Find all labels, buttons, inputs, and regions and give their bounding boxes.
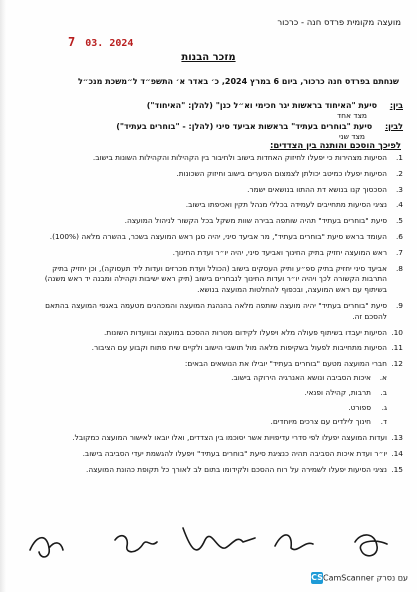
clause-number: 11. <box>391 343 403 353</box>
camscanner-icon: CS <box>311 573 323 582</box>
document-preamble: שנחתם בפרדס חנה כרכור, ביום 6 במרץ 2024, כ׳ באדר א׳ התשפ״ד ל״משכת מנכ״ל <box>77 77 399 86</box>
sub-clause-item <box>36 373 387 384</box>
camscanner-label: CamScanner עם נסרק <box>323 573 409 583</box>
clause-text: ראש המועצה יחזיק בתיק החינוך ואביעד סיני, יהיה יו״ר ועדת החינוך. <box>172 247 387 257</box>
clause-text: חברי המועצה מטעם "בוחרים בעתיד" יובילו את הנושאים הבאים: <box>184 359 387 369</box>
clause-item <box>36 153 403 164</box>
clause-number: 5. <box>395 216 403 226</box>
clause-item <box>36 216 403 227</box>
clause-text: נציגי הסיעות יפעלו לשמירה על רוח ההסכם ולקידומו בתום לב לאורך כל תקופת כהונת המועצה. <box>85 464 387 474</box>
party-two <box>12 121 403 132</box>
clause-text: הסיעות מצהירות כי יפעלו לחיזוק האחדות בישוב ולחיבור בין הקהילות והקהילות השונות בישוב. <box>92 153 387 162</box>
clause-text: נציגי הסיעות מתחייבים לעמידה בכללי מנהל תקין ואכיפתו בישוב. <box>185 200 387 210</box>
clause-item <box>36 465 403 476</box>
party-two-side: מצד שני <box>338 132 365 141</box>
signature-5 <box>355 535 387 556</box>
clause-item <box>36 248 403 259</box>
clause-item <box>36 328 403 339</box>
signature-3 <box>183 528 255 550</box>
party-one-text: סיעת "האיחוד בראשות יגר חכימי וא״ל כנן" (להלן: "האיחוד") <box>146 101 378 110</box>
clause-text: אביעד סיני יחזיק בתיק ספ״ע ותיק העסקים בישוב (הכולל ועדת מכרזים ועדות ליד תעסוקה), וכן יחזיק בתיק התרבות הקשורה לכך ויהיה יו״ר ועדות החינוך לנבחרים בישוב (תיק ראש ישיבות וקהילה ומבנה יד ראש משנה) בשיתוף עם ראש המועצה, ובכפוף להחלטות המועצה בנושא. <box>44 263 387 295</box>
stamp-day: 7 <box>68 35 76 49</box>
scan-edge-shadow <box>0 0 6 592</box>
received-date-stamp <box>68 35 133 49</box>
sub-clause-item <box>36 388 387 399</box>
clause-list <box>36 153 403 481</box>
clause-text: ועדות המועצה יפעלו לפי סדרי עדיפויות אשר יסוכמו בין הצדדים, ואלו יובאו לאישור המועצה כמקובל. <box>72 433 387 443</box>
agreement-heading: לפיכך הוסכם והותנה בין הצדדים: <box>269 141 401 151</box>
council-name: מועצה מקומית פרדס חנה - כרכור <box>277 18 401 28</box>
sub-clause-letter: ד. <box>380 417 387 427</box>
party-one <box>12 100 403 111</box>
clause-number: 12. <box>391 359 403 369</box>
sub-clause-item <box>36 417 387 428</box>
signature-1 <box>30 538 63 557</box>
sub-clause-text: תרבות, קהילה ופנאי. <box>304 387 371 397</box>
to-label: לבין: <box>384 122 403 131</box>
clause-number: 3. <box>395 184 403 194</box>
clause-number: 10. <box>391 327 403 337</box>
sub-clause-text: חינוך לילדים עם צרכים מיוחדים. <box>270 417 371 427</box>
sub-clause-letter: ג. <box>381 402 387 412</box>
clause-number: 15. <box>391 464 403 474</box>
document-title: מזכר הבנות <box>181 52 236 63</box>
clause-text: הסכסוך קנו בנושא דת ההתוו בנושאים ישמר. <box>247 184 387 194</box>
clause-text: הסיעות מתחייבות לפעול בשקיפות מלאה מול תושבי הישוב ולקיים שיח פתוח וקבוע עם הציבור. <box>91 343 387 353</box>
clause-item <box>36 449 403 460</box>
between-label: בין: <box>389 101 403 110</box>
clause-item <box>36 185 403 196</box>
sub-clause-letter: א. <box>379 372 387 382</box>
clause-item <box>36 200 403 211</box>
clause-number: 2. <box>395 168 403 178</box>
sub-clause-list <box>36 373 387 428</box>
clause-text: סיעת "בוחרים בעתיד" יהיה מועצה שותפה מלאה בהנהגת המועצה והמכהנים מטעמה באגפי המועצה בהתאם להסכם זה. <box>45 300 387 321</box>
clause-text: העומד בראש סיעת "בוחרים בעתיד", מר אביעד סיני, יהיה סגן ראש המועצה בשכר, בהשרה מלאה (100%). <box>49 231 387 241</box>
sub-clause-text: איכות הסביבה ונושא האנרגיה הירוקה בישוב. <box>231 372 371 382</box>
party-two-text: סיעת "בוחרים בעתיד" בראשות אביעד סיני (להלן: - "בוחרים בעתיד") <box>116 122 373 131</box>
clause-item <box>36 301 403 323</box>
clause-item <box>36 359 403 428</box>
party-one-side: מצד אחד <box>336 111 367 120</box>
clause-text: הסיעות יעבדו בשיתוף פעולה מלא ויפעלו לקידום מטרות ההסכם במועצה ובוועדות השונות. <box>104 327 387 337</box>
camscanner-footer <box>308 572 408 584</box>
clause-number: 4. <box>395 200 403 210</box>
clause-number: 1. <box>395 153 403 162</box>
stamp-date-text: 03. 2024 <box>85 38 134 49</box>
clause-number: 9. <box>395 300 403 310</box>
signature-2 <box>115 536 157 552</box>
clause-item <box>36 343 403 354</box>
signature-4 <box>275 535 313 550</box>
sub-clause-item <box>36 403 387 414</box>
clause-number: 6. <box>395 231 403 241</box>
clause-text: הסיעות יפעלו כמיטב יכולתן לצמצום הפערים בישוב וחיזוק השכונות. <box>176 168 387 178</box>
signatures-area <box>25 520 410 570</box>
sub-clause-text: ספורט. <box>348 402 371 412</box>
clause-item <box>36 433 403 444</box>
clause-number: 7. <box>395 247 403 257</box>
clause-item <box>36 264 403 296</box>
clause-number: 13. <box>391 433 403 443</box>
clause-item <box>36 169 403 180</box>
clause-text: סיעת "בוחרים בעתיד" תהיה שותפה בבירה שוות משקל בכל הקשור לניהול המועצה. <box>124 216 387 226</box>
clause-item <box>36 232 403 243</box>
clause-number: 14. <box>391 448 403 458</box>
clause-number: 8. <box>395 263 403 273</box>
clause-text: יו״ר ועדת איכות הסביבה תהיה כנציגת סיעת "בוחרים בעתיד" ויפעלו להגשמת יעדי הסביבה בישוב. <box>82 448 387 458</box>
sub-clause-letter: ב. <box>380 387 387 397</box>
